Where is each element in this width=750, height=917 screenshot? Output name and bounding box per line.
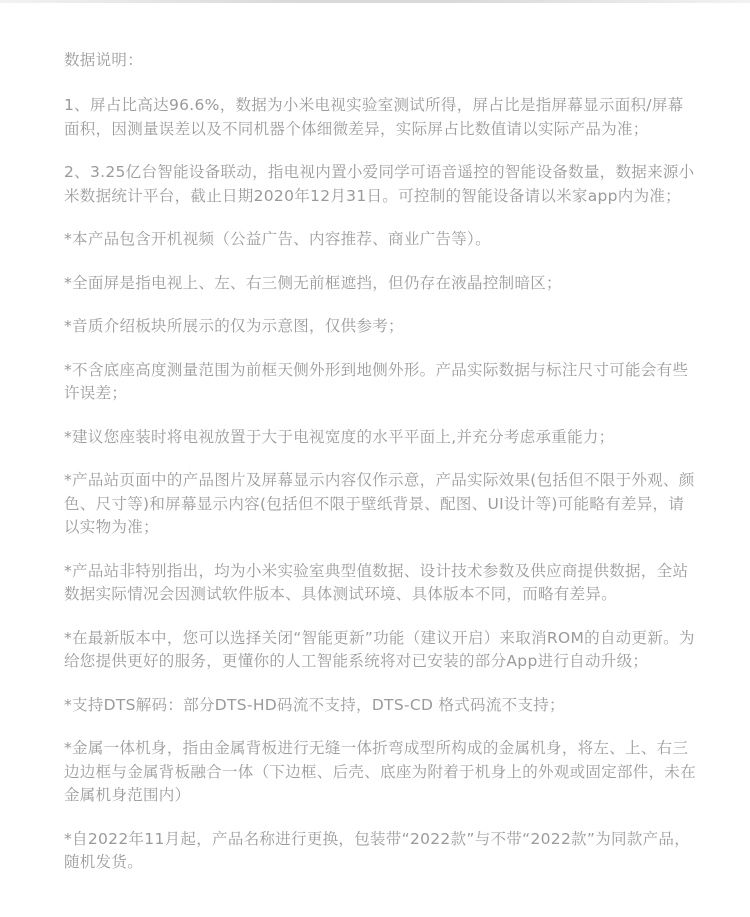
note-full-screen: *全面屏是指电视上、左、右三侧无前框遮挡，但仍存在液晶控制暗区；	[64, 273, 562, 292]
note-device-linkage: 2、3.25亿台智能设备联动，指电视内置小爱同学可语音遥控的智能设备数量，数据来源小米数据统计平台，截止日期2020年12月31日。可控制的智能设备请以米家app内为准；	[64, 163, 695, 205]
note-screen-ratio: 1、屏占比高达96.6%，数据为小米电视实验室测试所得，屏占比是指屏幕显示面积/屏幕面积，因测量误差以及不同机器个体细微差异，实际屏占比数值请以实际产品为准；	[64, 96, 684, 138]
note-metal-body: *金属一体机身，指由金属背板进行无缝一体折弯成型所构成的金属机身，将左、上、右三边边框与金属背板融合一体（下边框、后壳、底座为附着于机身上的外观或固定部件，未在金属机身范围内）	[64, 739, 697, 804]
note-product-images: *产品站页面中的产品图片及屏幕显示内容仅作示意，产品实际效果(包括但不限于外观、颜色、尺寸等)和屏幕显示内容(包括但不限于壁纸背景、配图、UI设计等)可能略有差异，请以实物为准；	[64, 471, 695, 536]
note-product-rename: *自2022年11月起，产品名称进行更换，包装带“2022款”与不带“2022款”为同款产品，随机发货。	[64, 829, 691, 871]
note-installation: *建议您座装时将电视放置于大于电视宽度的水平平面上,并充分考虑承重能力；	[64, 427, 615, 446]
note-height-measurement: *不含底座高度测量范围为前框天侧外形到地侧外形。产品实际数据与标注尺寸可能会有些许误差；	[64, 360, 689, 402]
note-smart-update: *在最新版本中，您可以选择关闭“智能更新”功能（建议开启）来取消ROM的自动更新。为给您提供更好的服务，更懂你的人工智能系统将对已安装的部分App进行自动升级；	[64, 628, 695, 670]
top-divider	[0, 0, 750, 3]
note-sound-illustration: *音质介绍板块所展示的仅为示意图，仅供参考；	[64, 317, 404, 335]
note-lab-data: *产品站非特别指出，均为小米实验室典型值数据、设计技术参数及供应商提供数据，全站数据实际情况会因测试软件版本、具体测试环境、具体版本不同，而略有差异。	[64, 561, 689, 603]
note-dts-decoding: *支持DTS解码：部分DTS-HD码流不支持，DTS-CD 格式码流不支持；	[64, 695, 565, 714]
section-heading: 数据说明：	[64, 51, 144, 69]
note-boot-video: *本产品包含开机视频（公益广告、内容推荐、商业广告等）。	[64, 230, 491, 248]
